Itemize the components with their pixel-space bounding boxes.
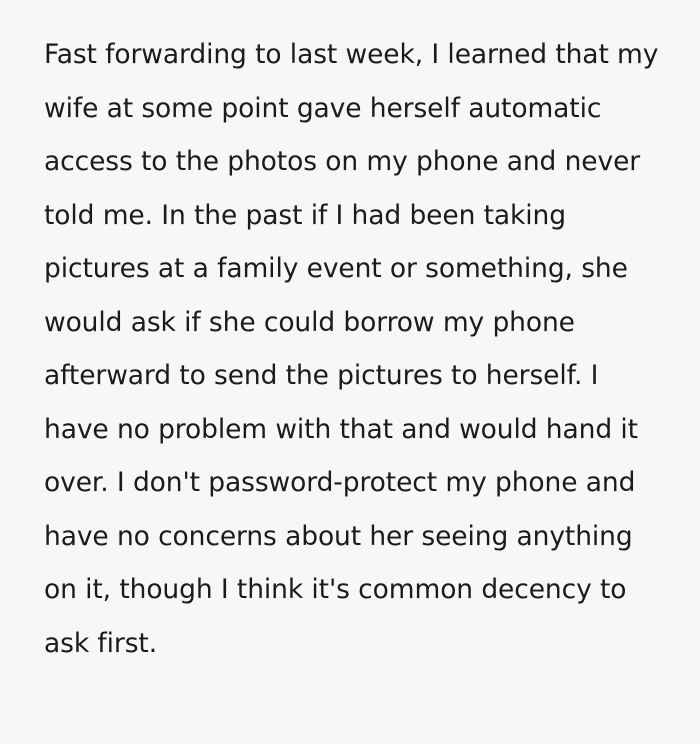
story-paragraph: Fast forwarding to last week, I learned that my wife at some point gave herself automatic access to the photos on my phone and never told me. In the past if I had been taking pictures at a family event or something, she would ask if she could borrow my phone afterward to send the pictures to herself. I have no problem with that and would hand it over. I don't password-protect my phone and have no concerns about her seeing anything on it, though I think it's common decency to ask first. — [44, 39, 667, 659]
